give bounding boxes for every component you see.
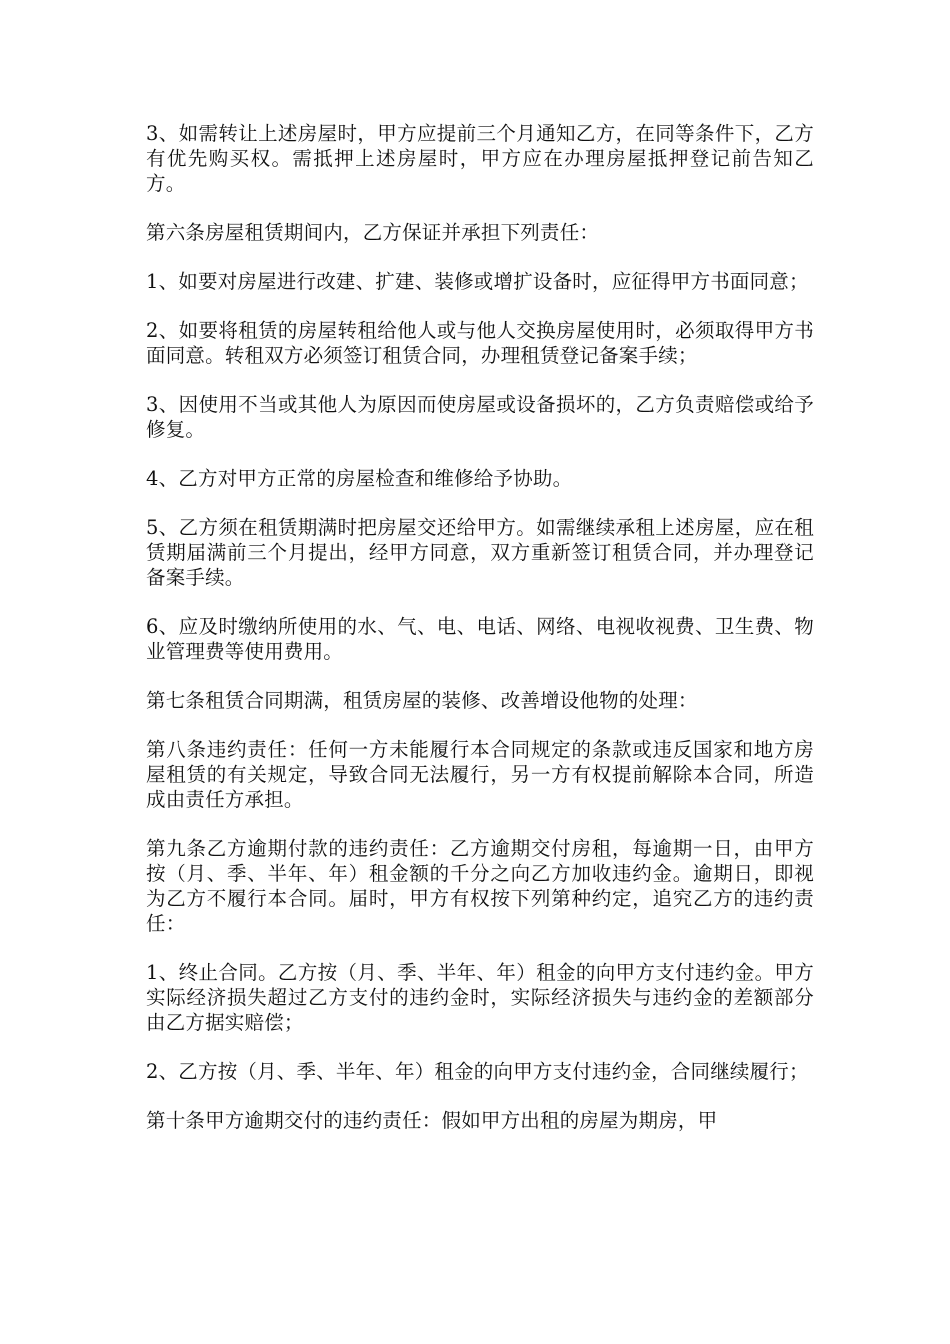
paragraph-article-7: 第七条租赁合同期满，租赁房屋的装修、改善增设他物的处理： bbox=[146, 689, 698, 712]
paragraph-article-6-item-1: 1、如要对房屋进行改建、扩建、装修或增扩设备时，应征得甲方书面同意； bbox=[146, 270, 809, 293]
paragraph-article-6-item-3: 3、因使用不当或其他人为原因而使房屋或设备损坏的，乙方负责赔偿或给予修复。 bbox=[146, 393, 814, 441]
paragraph-article-9: 第九条乙方逾期付款的违约责任：乙方逾期交付房租，每逾期一日，由甲方按（月、季、半年、年）租金额的千分之向乙方加收违约金。逾期日，即视为乙方不履行本合同。届时，甲方有权按下列第种约定，追究乙方的违约责任： bbox=[146, 837, 814, 935]
paragraph-article-8: 第八条违约责任：任何一方未能履行本合同规定的条款或违反国家和地方房屋租赁的有关规定，导致合同无法履行，另一方有权提前解除本合同，所造成由责任方承担。 bbox=[146, 738, 814, 811]
document-body bbox=[146, 121, 814, 1157]
paragraph-article-6-item-6: 6、应及时缴纳所使用的水、气、电、电话、网络、电视收视费、卫生费、物业管理费等使用费用。 bbox=[146, 615, 814, 663]
paragraph-article-9-item-1: 1、终止合同。乙方按（月、季、半年、年）租金的向甲方支付违约金。甲方实际经济损失超过乙方支付的违约金时，实际经济损失与违约金的差额部分由乙方据实赔偿； bbox=[146, 961, 814, 1034]
paragraph-article-6-item-5: 5、乙方须在租赁期满时把房屋交还给甲方。如需继续承租上述房屋，应在租赁期届满前三个月提出，经甲方同意，双方重新签订租赁合同，并办理登记备案手续。 bbox=[146, 516, 814, 589]
paragraph-article-6-heading: 第六条房屋租赁期间内，乙方保证并承担下列责任： bbox=[146, 221, 600, 244]
paragraph-article-6-item-2: 2、如要将租赁的房屋转租给他人或与他人交换房屋使用时，必须取得甲方书面同意。转租双方必须签订租赁合同，办理租赁登记备案手续； bbox=[146, 319, 814, 367]
paragraph-article-9-item-2: 2、乙方按（月、季、半年、年）租金的向甲方支付违约金，合同继续履行； bbox=[146, 1060, 809, 1083]
paragraph-article-10: 第十条甲方逾期交付的违约责任：假如甲方出租的房屋为期房，甲 bbox=[146, 1109, 718, 1132]
paragraph-article-6-item-4: 4、乙方对甲方正常的房屋检查和维修给予协助。 bbox=[146, 467, 573, 490]
paragraph-transfer-clause: 3、如需转让上述房屋时，甲方应提前三个月通知乙方，在同等条件下，乙方有优先购买权。需抵押上述房屋时，甲方应在办理房屋抵押登记前告知乙方。 bbox=[146, 122, 814, 195]
